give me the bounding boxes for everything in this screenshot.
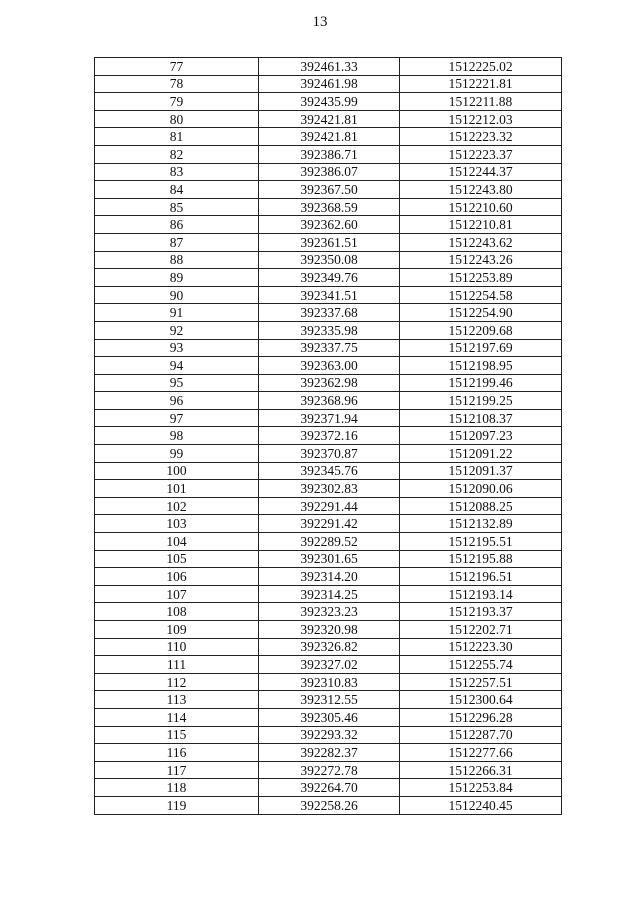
y-coordinate-cell: 1512197.69	[400, 339, 562, 357]
y-coordinate-cell: 1512296.28	[400, 708, 562, 726]
y-coordinate-cell: 1512257.51	[400, 673, 562, 691]
point-number-cell: 100	[95, 462, 259, 480]
y-coordinate-cell: 1512253.84	[400, 779, 562, 797]
point-number-cell: 108	[95, 603, 259, 621]
x-coordinate-cell: 392345.76	[259, 462, 400, 480]
y-coordinate-cell: 1512088.25	[400, 497, 562, 515]
point-number-cell: 101	[95, 480, 259, 498]
point-number-cell: 117	[95, 761, 259, 779]
y-coordinate-cell: 1512195.51	[400, 533, 562, 551]
x-coordinate-cell: 392341.51	[259, 286, 400, 304]
table-row	[95, 761, 562, 779]
point-number-cell: 89	[95, 269, 259, 287]
x-coordinate-cell: 392310.83	[259, 673, 400, 691]
y-coordinate-cell: 1512255.74	[400, 656, 562, 674]
y-coordinate-cell: 1512210.81	[400, 216, 562, 234]
x-coordinate-cell: 392368.59	[259, 198, 400, 216]
table-row	[95, 691, 562, 709]
x-coordinate-cell: 392421.81	[259, 110, 400, 128]
coordinates-table	[94, 57, 562, 815]
table-row	[95, 58, 562, 76]
point-number-cell: 106	[95, 568, 259, 586]
x-coordinate-cell: 392386.07	[259, 163, 400, 181]
y-coordinate-cell: 1512277.66	[400, 744, 562, 762]
y-coordinate-cell: 1512266.31	[400, 761, 562, 779]
table-row	[95, 427, 562, 445]
y-coordinate-cell: 1512090.06	[400, 480, 562, 498]
x-coordinate-cell: 392323.23	[259, 603, 400, 621]
y-coordinate-cell: 1512091.37	[400, 462, 562, 480]
table-row	[95, 462, 562, 480]
point-number-cell: 86	[95, 216, 259, 234]
y-coordinate-cell: 1512198.95	[400, 357, 562, 375]
x-coordinate-cell: 392291.42	[259, 515, 400, 533]
table-row	[95, 357, 562, 375]
table-row	[95, 726, 562, 744]
x-coordinate-cell: 392320.98	[259, 621, 400, 639]
y-coordinate-cell: 1512108.37	[400, 409, 562, 427]
point-number-cell: 82	[95, 145, 259, 163]
x-coordinate-cell: 392371.94	[259, 409, 400, 427]
y-coordinate-cell: 1512243.62	[400, 233, 562, 251]
table-row	[95, 75, 562, 93]
point-number-cell: 112	[95, 673, 259, 691]
table-row	[95, 779, 562, 797]
point-number-cell: 81	[95, 128, 259, 146]
y-coordinate-cell: 1512254.58	[400, 286, 562, 304]
table-row	[95, 339, 562, 357]
table-row	[95, 656, 562, 674]
x-coordinate-cell: 392435.99	[259, 93, 400, 111]
table-row	[95, 744, 562, 762]
x-coordinate-cell: 392349.76	[259, 269, 400, 287]
point-number-cell: 91	[95, 304, 259, 322]
point-number-cell: 88	[95, 251, 259, 269]
table-row	[95, 480, 562, 498]
x-coordinate-cell: 392421.81	[259, 128, 400, 146]
y-coordinate-cell: 1512244.37	[400, 163, 562, 181]
table-row	[95, 585, 562, 603]
y-coordinate-cell: 1512199.46	[400, 374, 562, 392]
x-coordinate-cell: 392461.33	[259, 58, 400, 76]
y-coordinate-cell: 1512225.02	[400, 58, 562, 76]
point-number-cell: 116	[95, 744, 259, 762]
table-row	[95, 621, 562, 639]
point-number-cell: 83	[95, 163, 259, 181]
point-number-cell: 110	[95, 638, 259, 656]
x-coordinate-cell: 392362.60	[259, 216, 400, 234]
x-coordinate-cell: 392335.98	[259, 321, 400, 339]
y-coordinate-cell: 1512097.23	[400, 427, 562, 445]
table-row	[95, 93, 562, 111]
point-number-cell: 90	[95, 286, 259, 304]
y-coordinate-cell: 1512210.60	[400, 198, 562, 216]
y-coordinate-cell: 1512287.70	[400, 726, 562, 744]
y-coordinate-cell: 1512195.88	[400, 550, 562, 568]
x-coordinate-cell: 392326.82	[259, 638, 400, 656]
y-coordinate-cell: 1512193.37	[400, 603, 562, 621]
y-coordinate-cell: 1512193.14	[400, 585, 562, 603]
y-coordinate-cell: 1512300.64	[400, 691, 562, 709]
y-coordinate-cell: 1512253.89	[400, 269, 562, 287]
table-row	[95, 251, 562, 269]
table-row	[95, 497, 562, 515]
table-row	[95, 673, 562, 691]
y-coordinate-cell: 1512240.45	[400, 796, 562, 814]
point-number-cell: 96	[95, 392, 259, 410]
point-number-cell: 94	[95, 357, 259, 375]
table-row	[95, 603, 562, 621]
y-coordinate-cell: 1512199.25	[400, 392, 562, 410]
table-row	[95, 515, 562, 533]
x-coordinate-cell: 392272.78	[259, 761, 400, 779]
point-number-cell: 99	[95, 445, 259, 463]
table-row	[95, 321, 562, 339]
table-row	[95, 269, 562, 287]
point-number-cell: 118	[95, 779, 259, 797]
y-coordinate-cell: 1512223.30	[400, 638, 562, 656]
x-coordinate-cell: 392305.46	[259, 708, 400, 726]
table-row	[95, 304, 562, 322]
x-coordinate-cell: 392363.00	[259, 357, 400, 375]
x-coordinate-cell: 392337.68	[259, 304, 400, 322]
y-coordinate-cell: 1512091.22	[400, 445, 562, 463]
table-row	[95, 409, 562, 427]
x-coordinate-cell: 392362.98	[259, 374, 400, 392]
y-coordinate-cell: 1512212.03	[400, 110, 562, 128]
x-coordinate-cell: 392361.51	[259, 233, 400, 251]
point-number-cell: 105	[95, 550, 259, 568]
point-number-cell: 80	[95, 110, 259, 128]
coordinates-table-body	[95, 58, 562, 815]
point-number-cell: 98	[95, 427, 259, 445]
point-number-cell: 102	[95, 497, 259, 515]
x-coordinate-cell: 392372.16	[259, 427, 400, 445]
x-coordinate-cell: 392258.26	[259, 796, 400, 814]
y-coordinate-cell: 1512132.89	[400, 515, 562, 533]
x-coordinate-cell: 392337.75	[259, 339, 400, 357]
y-coordinate-cell: 1512209.68	[400, 321, 562, 339]
table-row	[95, 638, 562, 656]
x-coordinate-cell: 392368.96	[259, 392, 400, 410]
y-coordinate-cell: 1512254.90	[400, 304, 562, 322]
x-coordinate-cell: 392314.20	[259, 568, 400, 586]
point-number-cell: 107	[95, 585, 259, 603]
y-coordinate-cell: 1512223.32	[400, 128, 562, 146]
point-number-cell: 103	[95, 515, 259, 533]
table-row	[95, 181, 562, 199]
point-number-cell: 97	[95, 409, 259, 427]
y-coordinate-cell: 1512243.80	[400, 181, 562, 199]
table-row	[95, 233, 562, 251]
point-number-cell: 111	[95, 656, 259, 674]
table-row	[95, 163, 562, 181]
point-number-cell: 93	[95, 339, 259, 357]
point-number-cell: 79	[95, 93, 259, 111]
y-coordinate-cell: 1512196.51	[400, 568, 562, 586]
point-number-cell: 78	[95, 75, 259, 93]
x-coordinate-cell: 392264.70	[259, 779, 400, 797]
point-number-cell: 77	[95, 58, 259, 76]
y-coordinate-cell: 1512221.81	[400, 75, 562, 93]
point-number-cell: 115	[95, 726, 259, 744]
y-coordinate-cell: 1512202.71	[400, 621, 562, 639]
x-coordinate-cell: 392386.71	[259, 145, 400, 163]
page-number: 13	[312, 14, 328, 30]
point-number-cell: 92	[95, 321, 259, 339]
x-coordinate-cell: 392301.65	[259, 550, 400, 568]
point-number-cell: 113	[95, 691, 259, 709]
x-coordinate-cell: 392291.44	[259, 497, 400, 515]
x-coordinate-cell: 392314.25	[259, 585, 400, 603]
table-row	[95, 392, 562, 410]
x-coordinate-cell: 392289.52	[259, 533, 400, 551]
y-coordinate-cell: 1512223.37	[400, 145, 562, 163]
table-row	[95, 708, 562, 726]
table-row	[95, 445, 562, 463]
table-row	[95, 286, 562, 304]
point-number-cell: 85	[95, 198, 259, 216]
table-row	[95, 796, 562, 814]
point-number-cell: 87	[95, 233, 259, 251]
x-coordinate-cell: 392327.02	[259, 656, 400, 674]
point-number-cell: 95	[95, 374, 259, 392]
point-number-cell: 114	[95, 708, 259, 726]
y-coordinate-cell: 1512211.88	[400, 93, 562, 111]
table-row	[95, 533, 562, 551]
x-coordinate-cell: 392461.98	[259, 75, 400, 93]
table-row	[95, 568, 562, 586]
point-number-cell: 104	[95, 533, 259, 551]
table-row	[95, 145, 562, 163]
point-number-cell: 109	[95, 621, 259, 639]
point-number-cell: 119	[95, 796, 259, 814]
table-row	[95, 550, 562, 568]
table-row	[95, 198, 562, 216]
x-coordinate-cell: 392293.32	[259, 726, 400, 744]
x-coordinate-cell: 392312.55	[259, 691, 400, 709]
x-coordinate-cell: 392302.83	[259, 480, 400, 498]
y-coordinate-cell: 1512243.26	[400, 251, 562, 269]
x-coordinate-cell: 392370.87	[259, 445, 400, 463]
table-row	[95, 110, 562, 128]
point-number-cell: 84	[95, 181, 259, 199]
table-row	[95, 128, 562, 146]
x-coordinate-cell: 392282.37	[259, 744, 400, 762]
table-row	[95, 374, 562, 392]
x-coordinate-cell: 392367.50	[259, 181, 400, 199]
table-row	[95, 216, 562, 234]
x-coordinate-cell: 392350.08	[259, 251, 400, 269]
